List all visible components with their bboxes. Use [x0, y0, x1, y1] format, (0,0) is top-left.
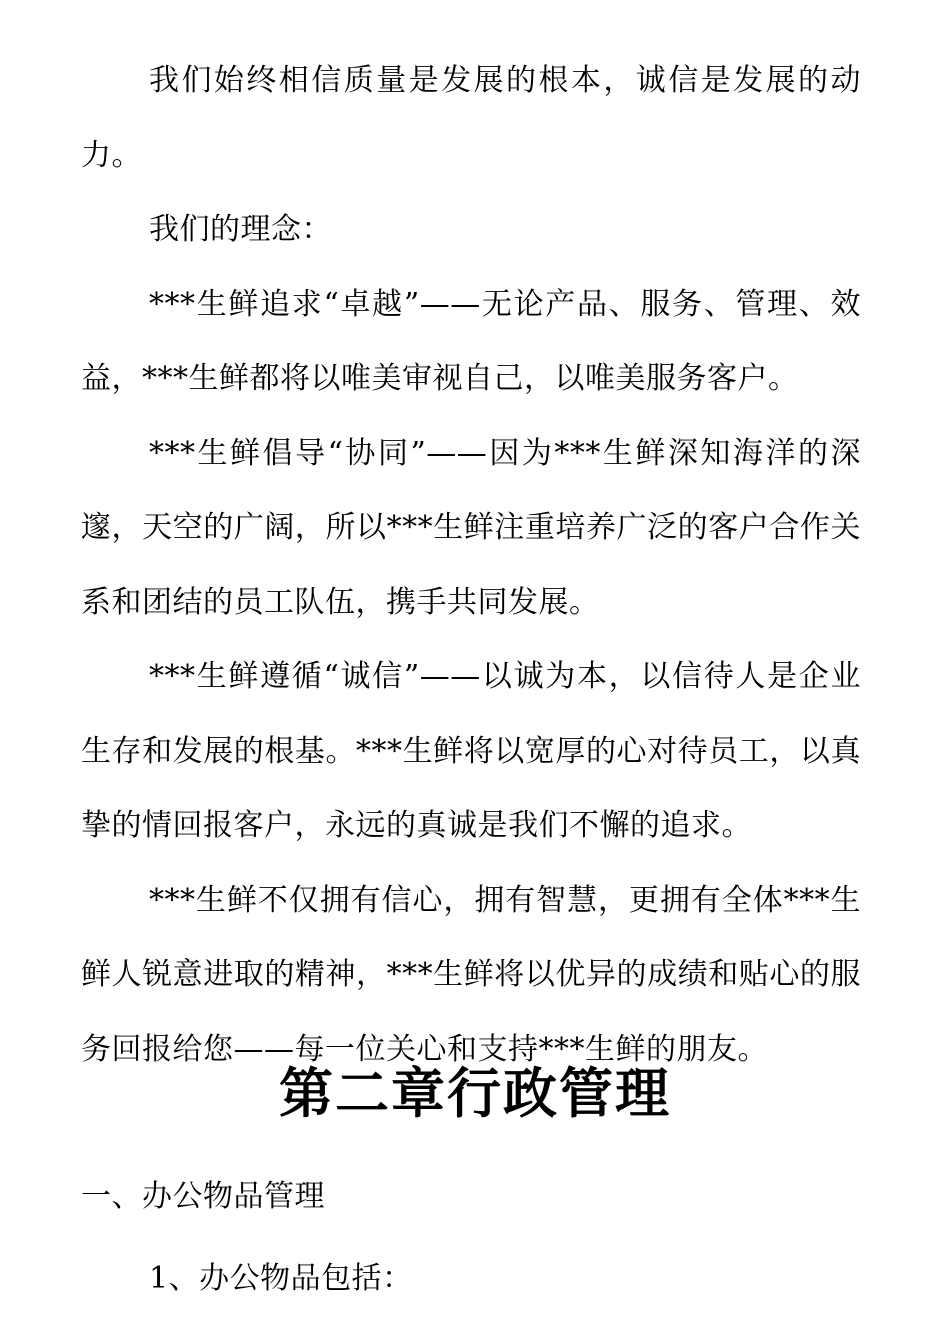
subsection-heading: 1、办公物品包括：: [149, 1261, 413, 1296]
chapter-title: 第二章行政管理: [279, 1062, 671, 1125]
paragraph-confidence: ***生鲜不仅拥有信心，拥有智慧，更拥有全体***生鲜人锐意进取的精神，***生鲜将以优异的成绩和贴心的服务回报给您——每一位关心和支持***生鲜的朋友。: [81, 882, 861, 1067]
body-text: [0, 44, 861, 1087]
paragraph-excellence: ***生鲜追求“卓越”——无论产品、服务、管理、效益，***生鲜都将以唯美审视自己，以唯美服务客户。: [81, 286, 861, 396]
paragraph-integrity: ***生鲜遵循“诚信”——以诚为本，以信待人是企业生存和发展的根基。***生鲜将以宽厚的心对待员工，以真挚的情回报客户，永远的真诚是我们不懈的追求。: [81, 659, 861, 843]
paragraph-collaboration: ***生鲜倡导“协同”——因为***生鲜深知海洋的深邃，天空的广阔，所以***生鲜注重培养广泛的客户合作关系和团结的员工队伍，携手共同发展。: [81, 435, 861, 620]
section-heading: 一、办公物品管理: [81, 1179, 325, 1214]
paragraph-quality-belief: 我们始终相信质量是发展的根本，诚信是发展的动力。: [81, 63, 861, 173]
paragraph-philosophy-label: 我们的理念：: [149, 212, 332, 247]
